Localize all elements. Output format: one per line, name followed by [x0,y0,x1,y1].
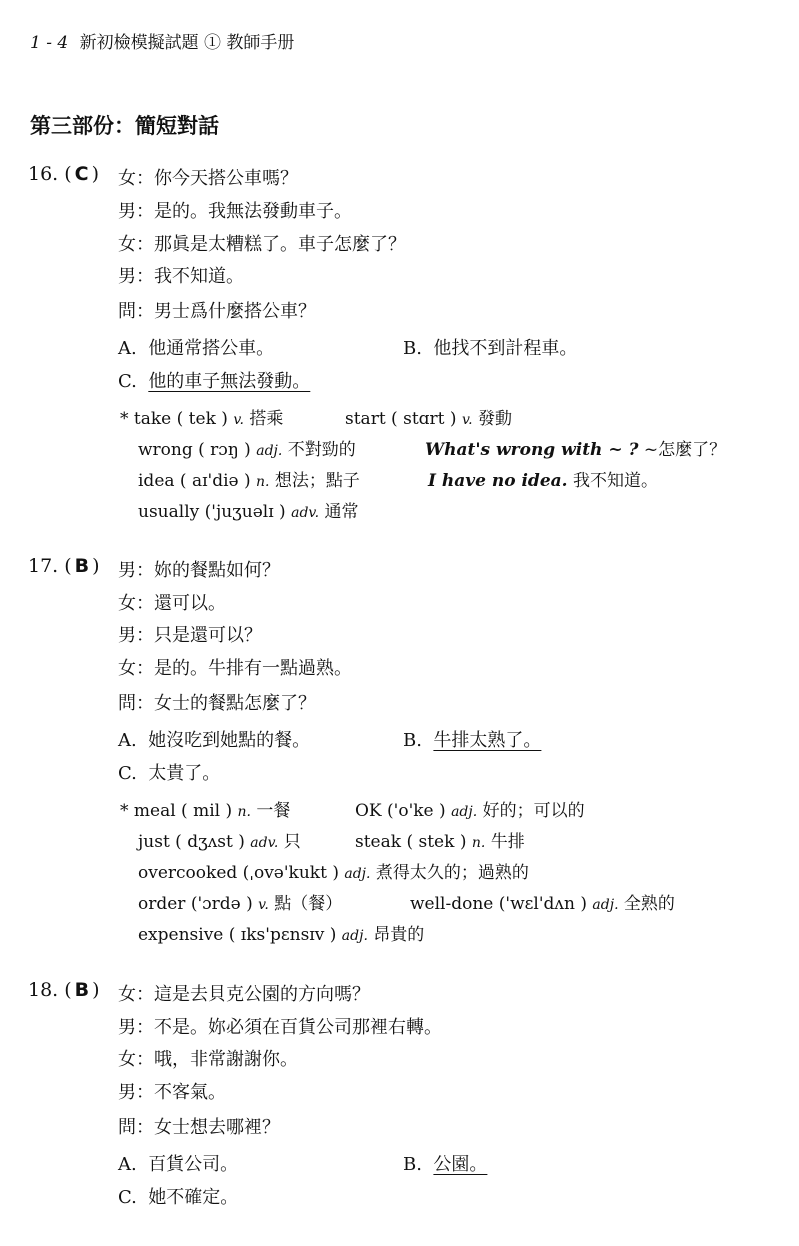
dialogue-line: 女：你今天搭公車嗎？ [118,168,298,189]
part-of-speech: adj. [341,928,368,944]
option-text: 百貨公司。 [148,1154,239,1175]
option-letter: B. [403,730,422,751]
option-text-correct: 牛排太熟了。 [433,730,542,751]
vocab-word: start ( stɑrt ) [345,409,462,429]
option-a [118,1150,238,1176]
dialogue-line: 男：只是還可以？ [118,625,262,646]
vocab-meaning: 發動 [472,409,513,429]
option-a [118,334,274,360]
vocab-meaning: 全熟的 [618,894,675,914]
dialogue-line: 男：妳的餐點如何？ [118,560,280,581]
vocab-meaning: 搭乘 [244,409,284,429]
option-c [118,759,220,785]
vocab-entry [138,497,359,522]
dialogue-line: 女：那眞是太糟糕了。車子怎麼了？ [118,234,406,255]
vocab-word: idea ( aɪ'diə ) [138,471,257,491]
part-of-speech: adv. [250,835,279,851]
vocab-entry [355,796,585,821]
vocab-word: just ( dʒʌst ) [138,832,251,852]
part-of-speech: n. [471,835,486,851]
part-of-speech: n. [237,804,251,820]
part-of-speech: v. [258,897,269,913]
option-text: 他通常搭公車。 [148,338,275,359]
vocab-word: wrong ( rɔŋ ) [138,440,257,460]
dialogue-line: 女：還可以。 [118,593,226,614]
dialogue-line: 男：是的。我無法發動車子。 [118,201,352,222]
option-text: 他找不到計程車。 [433,338,578,359]
answer-letter: B [74,555,90,577]
option-letter: B. [403,338,422,359]
vocab-entry [138,827,301,852]
vocab-entry [138,435,356,460]
question-prompt: 問：女士想去哪裡？ [118,1117,280,1138]
question-number-close: ) [92,979,100,1001]
option-a [118,726,310,752]
vocab-word: order ('ɔrdə ) [138,894,259,914]
option-text-correct: 他的車子無法發動。 [148,371,311,392]
vocab-word: * meal ( mil ) [120,801,238,821]
option-letter: A. [118,1154,137,1175]
phrase-meaning: 我不知道。 [567,471,658,491]
part-of-speech: adj. [451,804,478,820]
book-title: 新初檢模擬試題 ① 教師手册 [79,33,295,53]
vocab-word: usually ('juʒuəlɪ ) [138,502,292,522]
question-number [28,555,100,577]
option-letter: B. [403,1154,422,1175]
page-number: 1 - 4 [30,33,69,53]
vocab-word: expensive ( ɪks'pɛnsɪv ) [138,925,342,945]
option-c [118,367,310,393]
part-of-speech: v. [233,412,245,428]
vocab-meaning: 牛排 [485,832,525,852]
question-number-text: 16. ( [28,163,72,185]
option-letter: C. [118,371,137,392]
option-text: 太貴了。 [148,763,221,784]
vocab-entry [120,796,290,821]
vocab-meaning: 一餐 [251,801,291,821]
vocab-word: OK ('o'ke ) [355,801,452,821]
vocab-entry [410,889,675,914]
part-of-speech: adj. [256,443,283,459]
vocab-meaning: 想法；點子 [269,471,360,491]
option-letter: C. [118,763,137,784]
option-letter: A. [118,730,137,751]
question-prompt: 問：男士爲什麼搭公車？ [118,301,316,322]
dialogue-line: 男：不是。妳必須在百貨公司那裡右轉。 [118,1017,442,1038]
vocab-meaning: 點（餐） [268,894,343,914]
option-letter: C. [118,1187,137,1208]
question-number-close: ) [92,555,100,577]
part-of-speech: adj. [592,897,619,913]
vocab-word: * take ( tek ) [120,409,234,429]
vocab-phrase [428,466,658,491]
vocab-entry [138,466,360,491]
vocab-meaning: 只 [278,832,301,852]
vocab-entry [345,404,512,429]
section-title: 第三部份：簡短對話 [30,114,219,138]
vocab-word: well-done ('wɛl'dʌn ) [410,894,593,914]
question-prompt: 問：女士的餐點怎麼了？ [118,693,316,714]
vocab-meaning: 昂貴的 [367,925,425,945]
option-letter: A. [118,338,137,359]
part-of-speech: v. [461,412,473,428]
page-header [30,28,294,53]
phrase-text: I have no idea. [428,471,568,491]
dialogue-line: 女：這是去貝克公園的方向嗎？ [118,984,370,1005]
vocab-entry [138,858,529,883]
answer-letter: B [74,979,90,1001]
part-of-speech: adj. [344,866,371,882]
question-number-close: ) [91,163,100,185]
dialogue-line: 男：我不知道。 [118,266,244,287]
question-number [28,979,100,1001]
option-text: 她不確定。 [148,1187,239,1208]
option-c [118,1183,238,1209]
question-number [28,163,99,185]
question-number-text: 18. ( [28,979,72,1001]
dialogue-line: 女：是的。牛排有一點過熟。 [118,658,352,679]
vocab-entry [355,827,525,852]
answer-letter: C [74,163,89,185]
option-text-correct: 公園。 [433,1154,488,1175]
part-of-speech: n. [256,474,270,490]
option-b [403,726,541,752]
vocab-word: steak ( stek ) [355,832,472,852]
dialogue-line: 男：不客氣。 [118,1082,226,1103]
dialogue-line: 女：哦，非常謝謝你。 [118,1049,298,1070]
vocab-meaning: 好的；可以的 [477,801,585,821]
vocab-phrase [425,435,726,460]
option-text: 她沒吃到她點的餐。 [148,730,311,751]
vocab-word: overcooked (ˌovə'kukt ) [138,863,345,883]
vocab-meaning: 通常 [319,502,359,522]
part-of-speech: adv. [291,505,320,521]
question-number-text: 17. ( [28,555,72,577]
vocab-entry [138,920,424,945]
vocab-meaning: 煮得太久的；過熟的 [370,863,529,883]
phrase-text: What's wrong with ~ ? [425,440,639,460]
vocab-meaning: 不對勁的 [282,440,356,460]
option-b [403,334,577,360]
option-b [403,1150,487,1176]
vocab-entry [138,889,342,914]
vocab-entry [120,404,283,429]
phrase-meaning: ~怎麼了？ [638,440,727,460]
